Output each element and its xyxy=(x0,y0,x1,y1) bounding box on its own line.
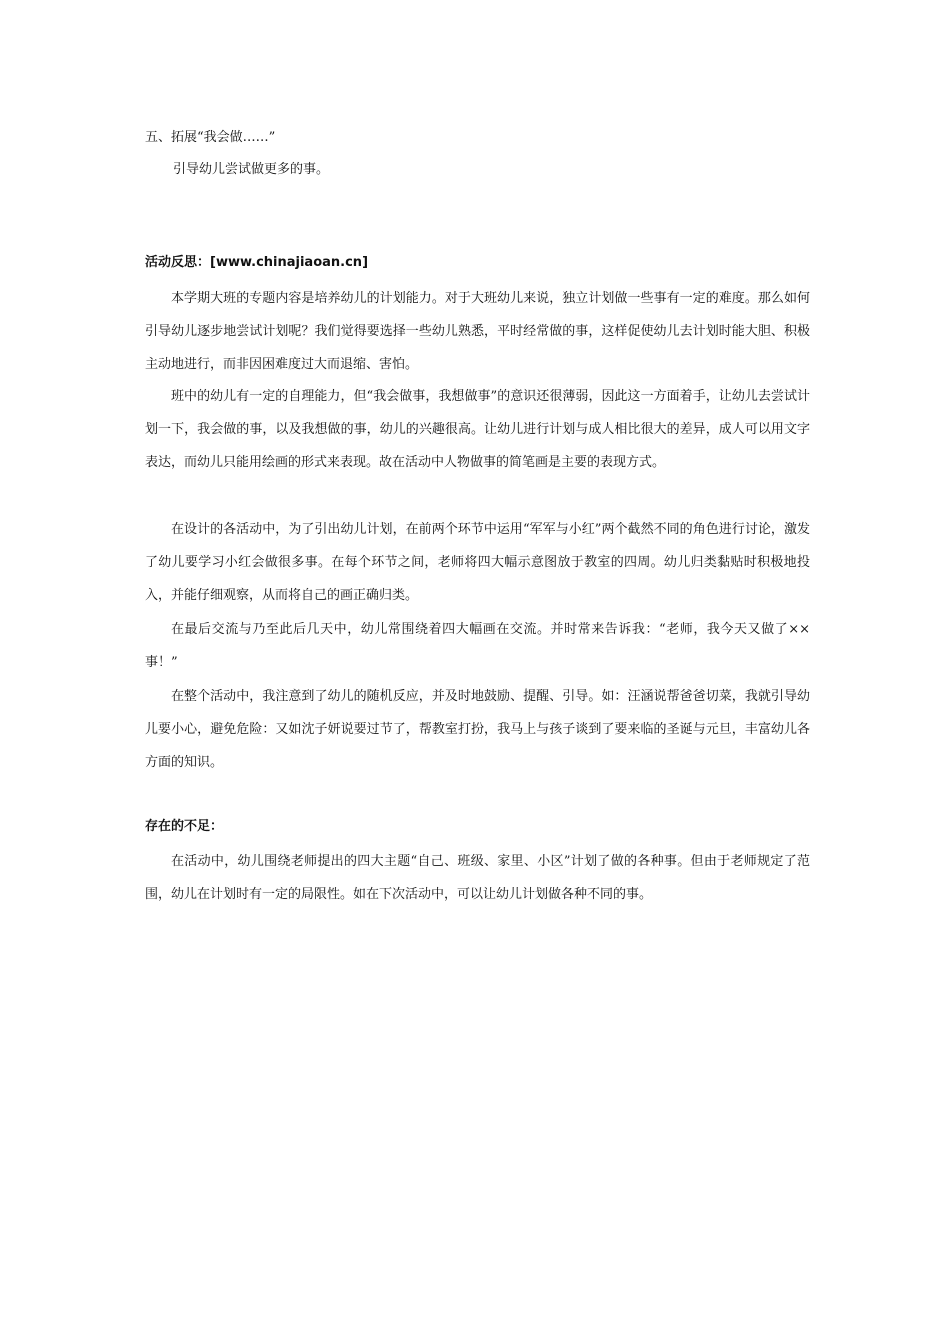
reflection-paragraph-1: 本学期大班的专题内容是培养幼儿的计划能力。对于大班幼儿来说，独立计划做一些事有一定的难度。那么如何引导幼儿逐步地尝试计划呢？我们觉得要选择一些幼儿熟悉，平时经常做的事，这样促使幼儿去计划时能大胆、积极主动地进行，而非因困难度过大而退缩、害怕。 xyxy=(145,291,810,372)
section-5-body: 引导幼儿尝试做更多的事。 xyxy=(173,162,330,177)
reflection-title: 活动反思：[www.chinajiaoan.cn] xyxy=(145,255,369,270)
shortcomings-paragraph: 在活动中，幼儿围绕老师提出的四大主题“自己、班级、家里、小区”计划了做的各种事。但由于老师规定了范围，幼儿在计划时有一定的局限性。如在下次活动中，可以让幼儿计划做各种不同的事。 xyxy=(145,854,810,902)
reflection-paragraph-2: 班中的幼儿有一定的自理能力，但“我会做事，我想做事”的意识还很薄弱，因此这一方面着手，让幼儿去尝试计划一下，我会做的事，以及我想做的事，幼儿的兴趣很高。让幼儿进行计划与成人相比很大的差异，成人可以用文字表达，而幼儿只能用绘画的形式来表现。故在活动中人物做事的简笔画是主要的表现方式。 xyxy=(145,389,810,470)
shortcomings-title: 存在的不足： xyxy=(145,819,224,834)
reflection-paragraph-3: 在设计的各活动中，为了引出幼儿计划，在前两个环节中运用“军军与小红”两个截然不同的角色进行讨论，激发了幼儿要学习小红会做很多事。在每个环节之间，老师将四大幅示意图放于教室的四周。幼儿归类黏贴时积极地投入，并能仔细观察，从而将自己的画正确归类。 xyxy=(145,522,810,603)
section-5-heading: 五、拓展“我会做……” xyxy=(145,130,276,145)
reflection-paragraph-5: 在整个活动中，我注意到了幼儿的随机反应，并及时地鼓励、提醒、引导。如：汪涵说帮爸爸切菜，我就引导幼儿要小心，避免危险：又如沈子妍说要过节了，帮教室打扮，我马上与孩子谈到了要来临的圣诞与元旦，丰富幼儿各方面的知识。 xyxy=(145,689,810,770)
reflection-paragraph-4: 在最后交流与乃至此后几天中，幼儿常围绕着四大幅画在交流。并时常来告诉我：“老师，我今天又做了××事！” xyxy=(145,622,810,670)
